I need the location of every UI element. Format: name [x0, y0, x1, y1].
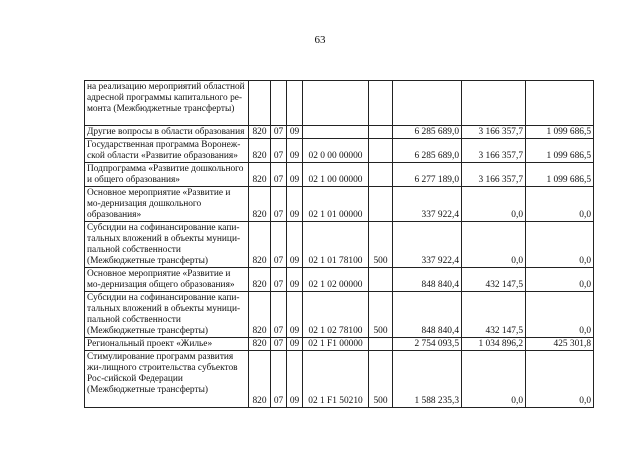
cell-target-article: 02 1 02 00000 [303, 268, 369, 292]
cell-subsection: 09 [287, 351, 303, 408]
cell-amount-2: 3 166 357,7 [462, 126, 526, 139]
cell-section: 07 [271, 268, 287, 292]
cell-amount-2: 432 147,5 [462, 268, 526, 292]
cell-amount-1: 6 285 689,0 [393, 126, 462, 139]
table-row [85, 222, 594, 268]
cell-target-article [303, 126, 369, 139]
cell-target-article: 02 1 F1 00000 [303, 338, 369, 351]
table-row [85, 338, 594, 351]
cell-expense-type [369, 139, 393, 163]
cell-amount-3: 1 099 686,5 [526, 163, 594, 187]
cell-grbs: 820 [249, 126, 271, 139]
cell-amount-1: 2 754 093,5 [393, 338, 462, 351]
cell-target-article: 02 1 F1 50210 [303, 351, 369, 408]
table-row [85, 351, 594, 408]
cell-expense-type [369, 126, 393, 139]
cell-amount-3: 0,0 [526, 222, 594, 268]
cell-grbs: 820 [249, 163, 271, 187]
cell-subsection: 09 [287, 163, 303, 187]
cell-amount-1: 848 840,4 [393, 292, 462, 338]
cell-section: 07 [271, 222, 287, 268]
cell-amount-3: 0,0 [526, 187, 594, 222]
cell-section: 07 [271, 338, 287, 351]
cell-grbs [249, 81, 271, 126]
cell-expense-type: 500 [369, 222, 393, 268]
cell-subsection: 09 [287, 126, 303, 139]
cell-section: 07 [271, 351, 287, 408]
row-name: Государственная программа Воронеж-ской области «Развитие образования» [85, 139, 249, 163]
table-row [85, 139, 594, 163]
cell-subsection: 09 [287, 338, 303, 351]
cell-subsection: 09 [287, 222, 303, 268]
cell-expense-type: 500 [369, 351, 393, 408]
row-name: Стимулирование программ развития жи-лищного строительства субъектов Рос-сийской Федерации (Межбюджетные трансферты) [85, 351, 249, 408]
cell-amount-2: 0,0 [462, 351, 526, 408]
cell-amount-1: 1 588 235,3 [393, 351, 462, 408]
row-name: Субсидии на софинансирование капи-тальных вложений в объекты муници-пальной собственности (Межбюджетные трансферты) [85, 222, 249, 268]
cell-grbs: 820 [249, 139, 271, 163]
table-row [85, 187, 594, 222]
cell-amount-2: 432 147,5 [462, 292, 526, 338]
cell-target-article: 02 1 01 00000 [303, 187, 369, 222]
cell-expense-type [369, 163, 393, 187]
row-name: Субсидии на софинансирование капи-тальных вложений в объекты муници-пальной собственности (Межбюджетные трансферты) [85, 292, 249, 338]
row-name: на реализацию мероприятий областной адресной программы капитального ре-монта (Межбюджетные трансферты) [85, 81, 249, 126]
cell-amount-2: 0,0 [462, 187, 526, 222]
cell-section: 07 [271, 292, 287, 338]
cell-amount-3: 0,0 [526, 268, 594, 292]
cell-section [271, 81, 287, 126]
table-row [85, 268, 594, 292]
cell-section: 07 [271, 187, 287, 222]
table-row [85, 163, 594, 187]
cell-amount-3: 1 099 686,5 [526, 139, 594, 163]
cell-expense-type [369, 338, 393, 351]
budget-table [84, 80, 594, 408]
cell-subsection [287, 81, 303, 126]
cell-grbs: 820 [249, 292, 271, 338]
cell-amount-2 [462, 81, 526, 126]
cell-section: 07 [271, 126, 287, 139]
cell-amount-3: 425 301,8 [526, 338, 594, 351]
cell-grbs: 820 [249, 351, 271, 408]
cell-target-article [303, 81, 369, 126]
page-number: 63 [314, 34, 326, 46]
cell-amount-2: 3 166 357,7 [462, 139, 526, 163]
cell-grbs: 820 [249, 222, 271, 268]
cell-grbs: 820 [249, 187, 271, 222]
cell-target-article: 02 0 00 00000 [303, 139, 369, 163]
cell-amount-2: 3 166 357,7 [462, 163, 526, 187]
row-name: Основное мероприятие «Развитие и мо-дернизация общего образования» [85, 268, 249, 292]
cell-amount-3: 0,0 [526, 292, 594, 338]
cell-subsection: 09 [287, 292, 303, 338]
cell-target-article: 02 1 01 78100 [303, 222, 369, 268]
table-row [85, 292, 594, 338]
cell-amount-1: 6 277 189,0 [393, 163, 462, 187]
cell-target-article: 02 1 02 78100 [303, 292, 369, 338]
cell-grbs: 820 [249, 268, 271, 292]
cell-amount-3: 0,0 [526, 351, 594, 408]
row-name: Подпрограмма «Развитие дошкольного и общего образования» [85, 163, 249, 187]
cell-subsection: 09 [287, 139, 303, 163]
cell-subsection: 09 [287, 268, 303, 292]
cell-expense-type [369, 268, 393, 292]
cell-amount-1: 337 922,4 [393, 187, 462, 222]
cell-section: 07 [271, 163, 287, 187]
table-row [85, 126, 594, 139]
cell-amount-3: 1 099 686,5 [526, 126, 594, 139]
cell-section: 07 [271, 139, 287, 163]
row-name: Основное мероприятие «Развитие и мо-дернизация дошкольного образования» [85, 187, 249, 222]
cell-subsection: 09 [287, 187, 303, 222]
cell-amount-3 [526, 81, 594, 126]
cell-target-article: 02 1 00 00000 [303, 163, 369, 187]
cell-amount-2: 1 034 896,2 [462, 338, 526, 351]
table-row [85, 81, 594, 126]
cell-amount-1: 337 922,4 [393, 222, 462, 268]
cell-expense-type: 500 [369, 292, 393, 338]
cell-amount-1 [393, 81, 462, 126]
cell-grbs: 820 [249, 338, 271, 351]
cell-amount-2: 0,0 [462, 222, 526, 268]
row-name: Региональный проект «Жилье» [85, 338, 249, 351]
cell-expense-type [369, 187, 393, 222]
table-body [85, 81, 594, 408]
row-name: Другие вопросы в области образования [85, 126, 249, 139]
cell-amount-1: 848 840,4 [393, 268, 462, 292]
cell-expense-type [369, 81, 393, 126]
cell-amount-1: 6 285 689,0 [393, 139, 462, 163]
